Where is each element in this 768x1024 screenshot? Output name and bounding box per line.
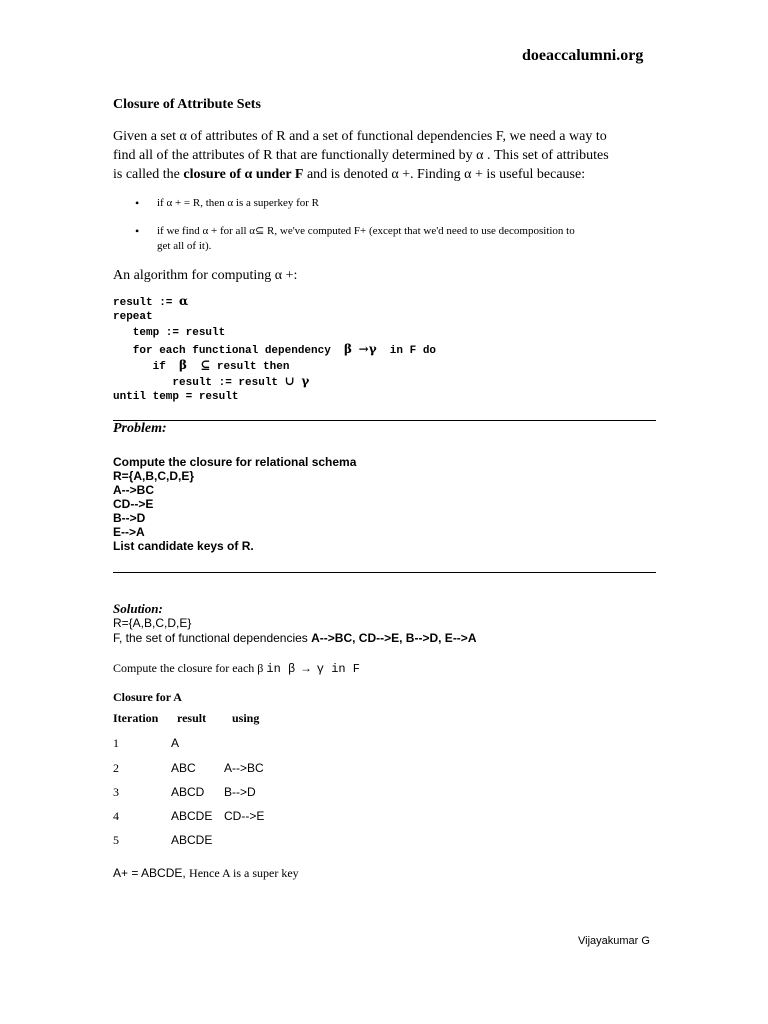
solution-heading: Solution: (113, 601, 163, 616)
using-cell: A-->BC (224, 761, 264, 775)
bullet-icon: • (135, 196, 140, 210)
using-cell: B-->D (224, 785, 256, 799)
iteration-cell: 1 (113, 736, 119, 750)
code-line: result := α (113, 294, 189, 309)
bullet-item: • if α + = R, then α is a superkey for R (135, 196, 320, 210)
code-line: for each functional dependency β →γ in F do (113, 342, 437, 357)
column-header-iteration: Iteration (113, 711, 159, 725)
column-header-result: result (177, 711, 207, 725)
solution-fds: F, the set of functional dependencies A-->BC, CD-->E, B-->D, E-->A (113, 631, 477, 645)
code-line: result := result ∪ γ (113, 374, 310, 389)
site-name: doeaccalumni.org (522, 47, 644, 64)
iteration-cell: 4 (113, 809, 119, 823)
code-line: repeat (113, 311, 153, 323)
solution-relation: R={A,B,C,D,E} (113, 616, 192, 630)
code-line: until temp = result (113, 391, 239, 403)
result-cell: ABCDE (171, 809, 213, 823)
algorithm-intro: An algorithm for computing α +: (113, 268, 298, 283)
problem-line: A-->BC (113, 483, 154, 497)
using-cell: CD-->E (224, 809, 265, 823)
fd-list: A-->BC, CD-->E, B-->D, E-->A (311, 631, 477, 645)
problem-line: R={A,B,C,D,E} (113, 469, 195, 483)
intro-line: is called the closure of α under F and is denoted α +. Finding α + is useful because: (113, 167, 586, 182)
compute-instruction: Compute the closure for each β in β → γ in F (113, 661, 361, 676)
author-footer: Vijayakumar G (578, 935, 650, 947)
iteration-cell: 5 (113, 833, 119, 847)
column-header-using: using (232, 711, 260, 725)
divider (113, 572, 656, 573)
iteration-cell: 2 (113, 761, 119, 775)
code-line: temp := result (113, 327, 226, 339)
closure-term: closure of α under F (183, 167, 304, 182)
iteration-cell: 3 (113, 785, 119, 799)
bullet-list (113, 196, 673, 254)
algorithm-code (113, 293, 436, 405)
result-cell: ABC (171, 761, 196, 775)
bullet-item: • if we find α + for all α⊆ R, we've computed F+ (except that we'd need to use decomposition to get all of it). (135, 224, 575, 252)
divider (113, 420, 656, 421)
closure-result: A+ = ABCDE, Hence A is a super key (113, 866, 299, 880)
bullet-icon: • (135, 224, 140, 238)
problem-line: List candidate keys of R. (113, 539, 254, 553)
closure-heading: Closure for A (113, 690, 182, 704)
result-cell: A (171, 736, 180, 750)
problem-line: Compute the closure for relational schema (113, 455, 357, 469)
intro-paragraph (113, 127, 673, 184)
problem-statement (113, 455, 356, 553)
problem-line: CD-->E (113, 497, 154, 511)
intro-line: find all of the attributes of R that are functionally determined by α . This set of attributes (113, 148, 609, 163)
problem-line: E-->A (113, 525, 145, 539)
result-cell: ABCDE (171, 833, 213, 847)
problem-line: B-->D (113, 511, 146, 525)
result-cell: ABCD (171, 785, 205, 799)
code-line: if β ⊆ result then (113, 358, 290, 373)
intro-line: Given a set α of attributes of R and a set of functional dependencies F, we need a way to (113, 129, 607, 144)
section-title: Closure of Attribute Sets (113, 97, 261, 112)
problem-heading: Problem: (113, 421, 167, 436)
